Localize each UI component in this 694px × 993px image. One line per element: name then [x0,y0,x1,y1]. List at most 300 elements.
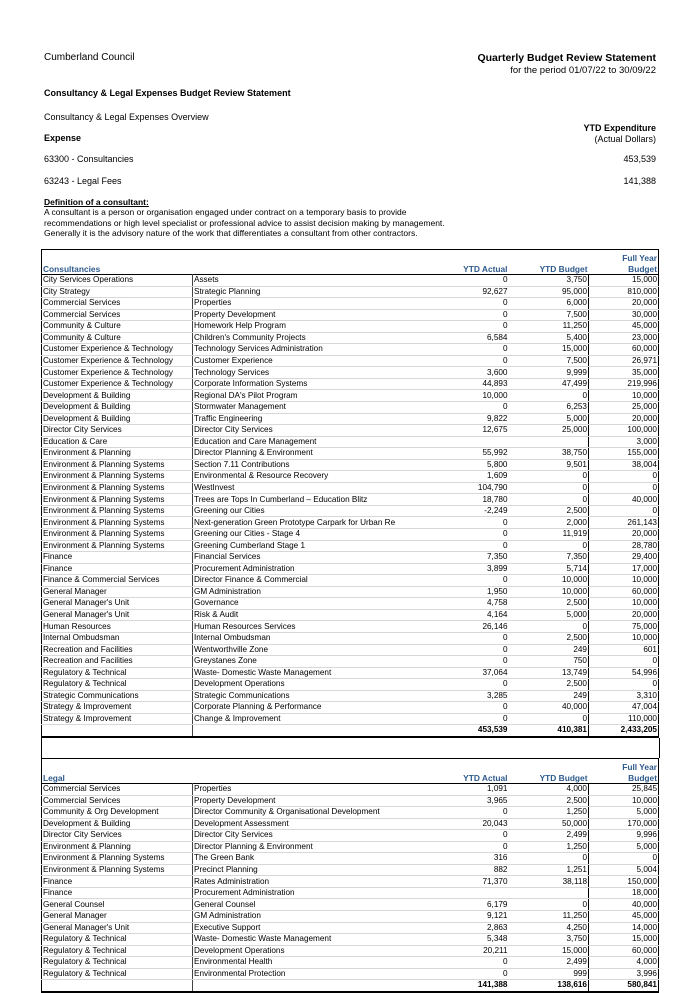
ytd-expenditure-header [583,123,656,145]
ytd-budget-cell: 0 [509,899,589,911]
table-row [42,436,659,448]
department-cell: General Manager's Unit [42,609,193,621]
report-title: Quarterly Budget Review Statement [477,52,656,64]
table-row [42,378,659,390]
full-year-budget-cell: 40,000 [589,899,659,911]
department-cell: Environment & Planning Systems [42,853,193,865]
cost-centre-cell: Education and Care Management [193,436,429,448]
legal-header: Legal [43,772,65,783]
ytd-budget-cell: 5,400 [509,332,589,344]
department-cell: Environment & Planning Systems [42,459,193,471]
department-cell: Environment & Planning Systems [42,482,193,494]
ytd-actual-header: YTD Actual [463,263,508,274]
ytd-actual-cell: 0 [429,344,509,356]
ytd-budget-cell: 9,999 [509,367,589,379]
ytd-actual-cell: 71,370 [429,876,509,888]
table-row [42,355,659,367]
cost-centre-cell: Change & Improvement [193,713,429,725]
ytd-expenditure-label: YTD Expenditure [583,123,656,133]
ytd-actual-cell: 5,348 [429,934,509,946]
cost-centre-cell: Properties [193,784,429,796]
expense-label: 63243 - Legal Fees [44,176,122,186]
ytd-actual-cell: 0 [429,355,509,367]
totals-row [42,980,659,992]
full-year-budget-cell: 5,000 [589,807,659,819]
cost-centre-cell: Traffic Engineering [193,413,429,425]
full-year-budget-cell: 60,000 [589,344,659,356]
department-cell: Development & Building [42,413,193,425]
ytd-budget-cell: 13,749 [509,667,589,679]
ytd-budget-cell: 2,500 [509,505,589,517]
ytd-budget-cell: 11,919 [509,529,589,541]
department-cell: Finance [42,876,193,888]
table-row [42,586,659,598]
department-cell: Customer Experience & Technology [42,367,193,379]
cost-centre-cell: Greening our Cities [193,505,429,517]
ytd-actual-cell: 0 [429,309,509,321]
ytd-budget-cell: 5,714 [509,563,589,575]
cost-centre-cell: Development Operations [193,945,429,957]
cost-centre-cell: Waste- Domestic Waste Management [193,934,429,946]
ytd-budget-cell: 2,499 [509,830,589,842]
ytd-budget-cell [509,436,589,448]
cost-centre-cell: General Counsel [193,899,429,911]
full-year-budget-cell: 150,000 [589,876,659,888]
department-cell: Environment & Planning [42,448,193,460]
full-year-budget-cell: 60,000 [589,945,659,957]
full-year-budget-cell: 20,000 [589,529,659,541]
ytd-budget-cell: 25,000 [509,425,589,437]
ytd-budget-cell: 3,750 [509,275,589,287]
ytd-actual-cell [429,887,509,899]
table-row [42,632,659,644]
cost-centre-cell: The Green Bank [193,853,429,865]
full-year-budget-cell: 9,996 [589,830,659,842]
table-separator [41,738,660,758]
cost-centre-cell: Wentworthville Zone [193,644,429,656]
ytd-budget-cell: 249 [509,644,589,656]
ytd-actual-cell: 4,164 [429,609,509,621]
cost-centre-cell: Assets [193,275,429,287]
ytd-budget-cell: 7,500 [509,355,589,367]
table-row [42,922,659,934]
full-year-budget-cell: 26,971 [589,355,659,367]
cost-centre-cell: Homework Help Program [193,321,429,333]
ytd-actual-cell: 0 [429,830,509,842]
ytd-budget-cell: 15,000 [509,344,589,356]
ytd-budget-header: YTD Budget [539,263,588,274]
full-year-budget-cell: 810,000 [589,286,659,298]
department-cell: Customer Experience & Technology [42,355,193,367]
full-year-budget-cell: 30,000 [589,309,659,321]
table-row [42,899,659,911]
ytd-actual-cell: 0 [429,517,509,529]
table-row [42,402,659,414]
report-period: for the period 01/07/22 to 30/09/22 [510,65,656,76]
ytd-actual-cell: 55,992 [429,448,509,460]
overview-title: Consultancy & Legal Expenses Overview [44,112,209,122]
cost-centre-cell: Director Community & Organisational Development [193,807,429,819]
ytd-budget-cell: 3,750 [509,934,589,946]
ytd-actual-cell: 44,893 [429,378,509,390]
department-cell: Environment & Planning Systems [42,494,193,506]
ytd-budget-cell: 0 [509,540,589,552]
cost-centre-cell: Technology Services Administration [193,344,429,356]
cost-centre-cell: Stormwater Management [193,402,429,414]
totals-row [42,725,659,737]
council-name: Cumberland Council [44,52,135,63]
table-row [42,563,659,575]
department-cell: Director City Services [42,830,193,842]
ytd-budget-cell: 4,250 [509,922,589,934]
cost-centre-cell: Environmental Protection [193,968,429,980]
cost-centre-cell: Rates Administration [193,876,429,888]
table-row [42,876,659,888]
cost-centre-cell: Procurement Administration [193,563,429,575]
department-cell: Development & Building [42,818,193,830]
ytd-actual-cell: 882 [429,864,509,876]
table-row [42,853,659,865]
department-cell: Regulatory & Technical [42,968,193,980]
table-row [42,702,659,714]
ytd-actual-cell: 0 [429,632,509,644]
ytd-actual-cell: 5,800 [429,459,509,471]
department-cell: Environment & Planning Systems [42,529,193,541]
department-cell: General Manager's Unit [42,598,193,610]
cost-centre-cell: Greening our Cities - Stage 4 [193,529,429,541]
ytd-actual-cell: 3,899 [429,563,509,575]
department-cell: Customer Experience & Technology [42,344,193,356]
full-year-budget-cell: 40,000 [589,494,659,506]
department-cell: Strategy & Improvement [42,702,193,714]
ytd-actual-cell: 0 [429,713,509,725]
department-cell: Recreation and Facilities [42,656,193,668]
ytd-budget-cell: 0 [509,713,589,725]
ytd-budget-cell: 7,500 [509,309,589,321]
department-cell: Commercial Services [42,795,193,807]
ytd-actual-cell: 1,950 [429,586,509,598]
ytd-budget-cell: 10,000 [509,575,589,587]
expense-amount: 453,539 [623,154,656,164]
cost-centre-cell: Executive Support [193,922,429,934]
table-row [42,968,659,980]
ytd-actual-cell: 104,790 [429,482,509,494]
department-cell: Education & Care [42,436,193,448]
table-row [42,425,659,437]
statement-title: Consultancy & Legal Expenses Budget Review Statement [44,88,291,98]
full-year-budget-cell: 10,000 [589,598,659,610]
expense-label: 63300 - Consultancies [44,154,134,164]
cost-centre-cell: Risk & Audit [193,609,429,621]
full-year-budget-cell: 100,000 [589,425,659,437]
table-row [42,795,659,807]
ytd-budget-cell: 2,499 [509,957,589,969]
full-year-budget-header: Full Year Budget [622,762,657,783]
expense-row [44,154,656,164]
ytd-budget-cell: 750 [509,656,589,668]
table-row [42,656,659,668]
table-row [42,644,659,656]
ytd-budget-cell: 2,500 [509,632,589,644]
department-cell: Development & Building [42,390,193,402]
department-cell: Environment & Planning Systems [42,505,193,517]
full-year-budget-header: Full Year Budget [622,253,657,274]
cost-centre-cell: Director Planning & Environment [193,841,429,853]
full-year-budget-cell: 20,000 [589,609,659,621]
ytd-expenditure-sub: (Actual Dollars) [594,134,656,144]
full-year-budget-cell: 25,000 [589,402,659,414]
full-year-budget-cell: 60,000 [589,586,659,598]
cost-centre-cell: Director Finance & Commercial [193,575,429,587]
department-cell: Regulatory & Technical [42,957,193,969]
cost-centre-cell: Strategic Planning [193,286,429,298]
department-cell: Finance & Commercial Services [42,575,193,587]
ytd-actual-cell: 0 [429,968,509,980]
ytd-budget-cell: 11,250 [509,321,589,333]
full-year-budget-cell: 15,000 [589,275,659,287]
full-year-budget-cell: 23,000 [589,332,659,344]
cost-centre-cell: Director City Services [193,425,429,437]
table-row [42,934,659,946]
table-row [42,945,659,957]
department-cell: Commercial Services [42,298,193,310]
definition-line: A consultant is a person or organisation engaged under contract on a temporary basis to provide [44,207,407,218]
ytd-actual-total: 453,539 [429,725,509,737]
department-cell: Strategy & Improvement [42,713,193,725]
ytd-actual-cell: 0 [429,644,509,656]
table-row [42,367,659,379]
ytd-actual-cell: 0 [429,957,509,969]
full-year-budget-cell: 4,000 [589,957,659,969]
consultancies-table [41,249,659,738]
legal-table [41,758,659,993]
ytd-actual-cell: 4,758 [429,598,509,610]
cost-centre-cell: Human Resources Services [193,621,429,633]
department-cell: General Counsel [42,899,193,911]
full-year-budget-cell: 10,000 [589,795,659,807]
ytd-budget-cell: 6,253 [509,402,589,414]
cost-centre-cell: Technology Services [193,367,429,379]
department-cell: Community & Org Development [42,807,193,819]
ytd-actual-cell: 0 [429,321,509,333]
full-year-budget-cell: 25,845 [589,784,659,796]
cost-centre-cell: Properties [193,298,429,310]
department-cell: Commercial Services [42,784,193,796]
ytd-actual-cell: 0 [429,275,509,287]
cost-centre-cell: WestInvest [193,482,429,494]
full-year-budget-cell: 0 [589,471,659,483]
table-row [42,552,659,564]
table-row [42,807,659,819]
table-row [42,309,659,321]
table-row [42,784,659,796]
table-row [42,448,659,460]
expense-header: Expense [44,133,82,143]
consultancies-header: Consultancies [43,263,101,274]
full-year-budget-cell: 38,004 [589,459,659,471]
full-year-budget-cell: 29,400 [589,552,659,564]
ytd-budget-total: 138,616 [509,980,589,992]
table-row [42,529,659,541]
ytd-actual-cell: 0 [429,575,509,587]
department-cell: Customer Experience & Technology [42,378,193,390]
ytd-actual-cell [429,436,509,448]
definition-title: Definition of a consultant: [44,197,149,207]
full-year-budget-cell: 28,780 [589,540,659,552]
cost-centre-cell: GM Administration [193,586,429,598]
table-row [42,505,659,517]
ytd-actual-total: 141,388 [429,980,509,992]
table-row [42,494,659,506]
ytd-actual-header: YTD Actual [463,772,508,783]
full-year-budget-cell: 20,000 [589,413,659,425]
table-row [42,621,659,633]
cost-centre-cell: Environmental Health [193,957,429,969]
ytd-budget-cell: 0 [509,482,589,494]
ytd-budget-cell: 0 [509,390,589,402]
table-row [42,517,659,529]
cost-centre-cell: Internal Ombudsman [193,632,429,644]
ytd-actual-cell: 7,350 [429,552,509,564]
ytd-budget-cell: 2,500 [509,679,589,691]
cost-centre-cell: Corporate Information Systems [193,378,429,390]
table-row [42,957,659,969]
table-row [42,690,659,702]
table-row [42,818,659,830]
table-row [42,321,659,333]
cost-centre-cell: Greening Cumberland Stage 1 [193,540,429,552]
cost-centre-cell: Procurement Administration [193,887,429,899]
department-cell: City Services Operations [42,275,193,287]
department-cell: Finance [42,563,193,575]
ytd-actual-cell: 37,064 [429,667,509,679]
full-year-budget-cell: 155,000 [589,448,659,460]
ytd-budget-cell: 249 [509,690,589,702]
full-year-budget-cell: 170,000 [589,818,659,830]
full-year-budget-cell: 17,000 [589,563,659,575]
ytd-budget-cell: 6,000 [509,298,589,310]
ytd-budget-cell: 10,000 [509,586,589,598]
full-year-budget-total: 580,841 [589,980,659,992]
department-cell: Environment & Planning Systems [42,864,193,876]
ytd-actual-cell: 0 [429,540,509,552]
table-row [42,667,659,679]
ytd-budget-cell: 0 [509,621,589,633]
full-year-budget-cell: 219,996 [589,378,659,390]
ytd-actual-cell: 10,000 [429,390,509,402]
department-cell: Regulatory & Technical [42,945,193,957]
ytd-budget-cell: 1,250 [509,807,589,819]
ytd-actual-cell: 316 [429,853,509,865]
full-year-budget-cell: 54,996 [589,667,659,679]
full-year-budget-cell: 35,000 [589,367,659,379]
table-row [42,864,659,876]
table-row [42,471,659,483]
department-cell: Commercial Services [42,309,193,321]
full-year-budget-cell: 75,000 [589,621,659,633]
full-year-budget-cell: 18,000 [589,887,659,899]
cost-centre-cell: Director Planning & Environment [193,448,429,460]
ytd-budget-cell: 999 [509,968,589,980]
table-row [42,413,659,425]
full-year-budget-cell: 3,310 [589,690,659,702]
consultant-definition [44,197,644,238]
full-year-budget-cell: 14,000 [589,922,659,934]
ytd-actual-cell: 3,285 [429,690,509,702]
ytd-budget-cell: 4,000 [509,784,589,796]
full-year-budget-cell: 3,000 [589,436,659,448]
ytd-budget-cell: 11,250 [509,911,589,923]
ytd-budget-header: YTD Budget [539,772,588,783]
full-year-budget-cell: 45,000 [589,911,659,923]
full-year-budget-cell: 10,000 [589,632,659,644]
full-year-budget-cell: 20,000 [589,298,659,310]
ytd-actual-cell: -2,249 [429,505,509,517]
department-cell: Environment & Planning Systems [42,471,193,483]
ytd-actual-cell: 9,822 [429,413,509,425]
full-year-budget-cell: 0 [589,853,659,865]
full-year-budget-cell: 0 [589,679,659,691]
ytd-actual-cell: 1,609 [429,471,509,483]
department-cell: Regulatory & Technical [42,934,193,946]
ytd-actual-cell: 9,121 [429,911,509,923]
ytd-budget-cell: 47,499 [509,378,589,390]
table-row [42,598,659,610]
ytd-actual-cell: 18,780 [429,494,509,506]
ytd-actual-cell: 20,043 [429,818,509,830]
department-cell: Director City Services [42,425,193,437]
definition-line: recommendations or high level specialist or professional advice to assist decision making by management. [44,217,445,228]
department-cell: Regulatory & Technical [42,679,193,691]
ytd-actual-cell: 20,211 [429,945,509,957]
ytd-actual-cell: 0 [429,656,509,668]
ytd-budget-cell: 15,000 [509,945,589,957]
ytd-budget-cell: 9,501 [509,459,589,471]
department-cell: Environment & Planning [42,841,193,853]
definition-line: Generally it is the advisory nature of the work that differentiates a consultant from other contractors. [44,227,418,238]
table-row [42,540,659,552]
table-row [42,482,659,494]
ytd-actual-cell: 0 [429,298,509,310]
department-cell: Environment & Planning Systems [42,517,193,529]
ytd-actual-cell: 0 [429,841,509,853]
department-cell: Community & Culture [42,332,193,344]
ytd-actual-cell: 2,863 [429,922,509,934]
ytd-budget-cell: 0 [509,853,589,865]
ytd-actual-cell: 0 [429,402,509,414]
cost-centre-cell: Precinct Planning [193,864,429,876]
ytd-actual-cell: 1,091 [429,784,509,796]
table-row [42,575,659,587]
department-cell: City Strategy [42,286,193,298]
cost-centre-cell: GM Administration [193,911,429,923]
ytd-budget-cell: 95,000 [509,286,589,298]
ytd-actual-cell: 3,965 [429,795,509,807]
cost-centre-cell: Financial Services [193,552,429,564]
ytd-budget-cell: 0 [509,494,589,506]
ytd-actual-cell: 0 [429,702,509,714]
ytd-budget-cell: 2,500 [509,598,589,610]
department-cell: Strategic Communications [42,690,193,702]
table-row [42,275,659,287]
ytd-budget-cell: 5,000 [509,609,589,621]
table-row [42,679,659,691]
department-cell: Finance [42,887,193,899]
ytd-actual-cell: 0 [429,529,509,541]
cost-centre-cell: Governance [193,598,429,610]
full-year-budget-cell: 110,000 [589,713,659,725]
full-year-budget-cell: 10,000 [589,390,659,402]
